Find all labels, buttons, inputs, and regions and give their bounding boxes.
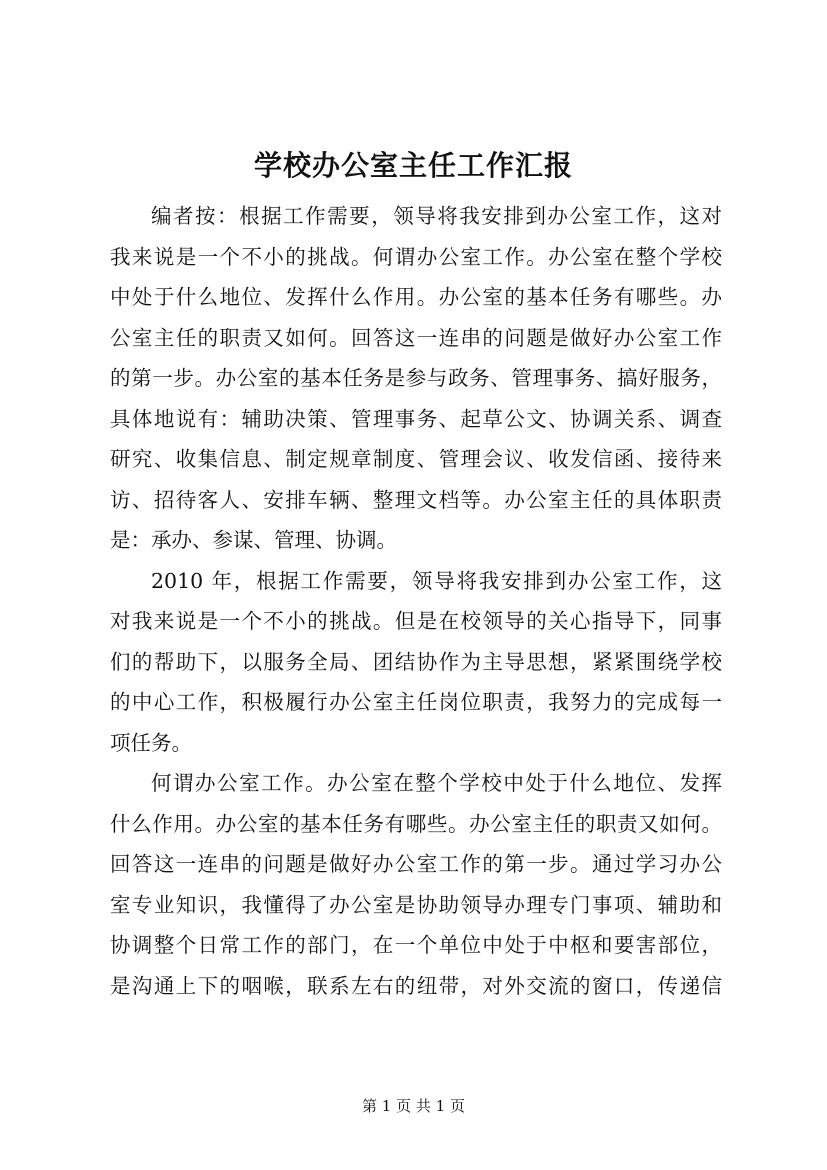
text-line: 是：承办、参谋、管理、协调。 <box>110 528 397 552</box>
text-line: 协调整个日常工作的部门，在一个单位中处于中枢和要害部位， <box>110 933 722 957</box>
text-line: 中处于什么地位、发挥什么作用。办公室的基本任务有哪些。办 <box>110 285 722 309</box>
document-body <box>110 196 722 1006</box>
page-footer: 第 1 页 共 1 页 <box>362 1097 465 1115</box>
text-line: 研究、收集信息、制定规章制度、管理会议、收发信函、接待来 <box>110 447 722 471</box>
text-line: 什么作用。办公室的基本任务有哪些。办公室主任的职责又如何。 <box>110 811 722 836</box>
text-line: 回答这一连串的问题是做好办公室工作的第一步。通过学习办公 <box>110 852 722 876</box>
text-line: 公室主任的职责又如何。回答这一连串的问题是做好办公室工作 <box>110 325 722 350</box>
paragraph-2 <box>110 561 722 764</box>
text-line: 2010 年，根据工作需要，领导将我安排到办公室工作，这 <box>151 568 722 593</box>
text-line: 的第一步。办公室的基本任务是参与政务、管理事务、搞好服务， <box>110 366 722 390</box>
text-line: 的中心工作，积极履行办公室主任岗位职责，我努力的完成每一 <box>110 690 722 714</box>
text-line: 们的帮助下，以服务全局、团结协作为主导思想，紧紧围绕学校 <box>110 649 722 674</box>
paragraph-3 <box>110 763 722 1006</box>
text-line: 是沟通上下的咽喉，联系左右的纽带，对外交流的窗口，传递信 <box>110 973 722 998</box>
text-line: 具体地说有：辅助决策、管理事务、起草公文、协调关系、调查 <box>110 406 722 431</box>
text-line: 我来说是一个不小的挑战。何谓办公室工作。办公室在整个学校 <box>110 244 722 269</box>
paragraph-1 <box>110 196 722 561</box>
text-line: 编者按：根据工作需要，领导将我安排到办公室工作，这对 <box>151 204 722 228</box>
document-title: 学校办公室主任工作汇报 <box>253 149 573 182</box>
text-line: 访、招待客人、安排车辆、整理文档等。办公室主任的具体职责 <box>110 487 722 512</box>
text-line: 室专业知识，我懂得了办公室是协助领导办理专门事项、辅助和 <box>110 892 722 917</box>
text-line: 何谓办公室工作。办公室在整个学校中处于什么地位、发挥 <box>151 771 722 795</box>
text-line: 项任务。 <box>110 730 192 755</box>
text-line: 对我来说是一个不小的挑战。但是在校领导的关心指导下，同事 <box>110 609 722 633</box>
